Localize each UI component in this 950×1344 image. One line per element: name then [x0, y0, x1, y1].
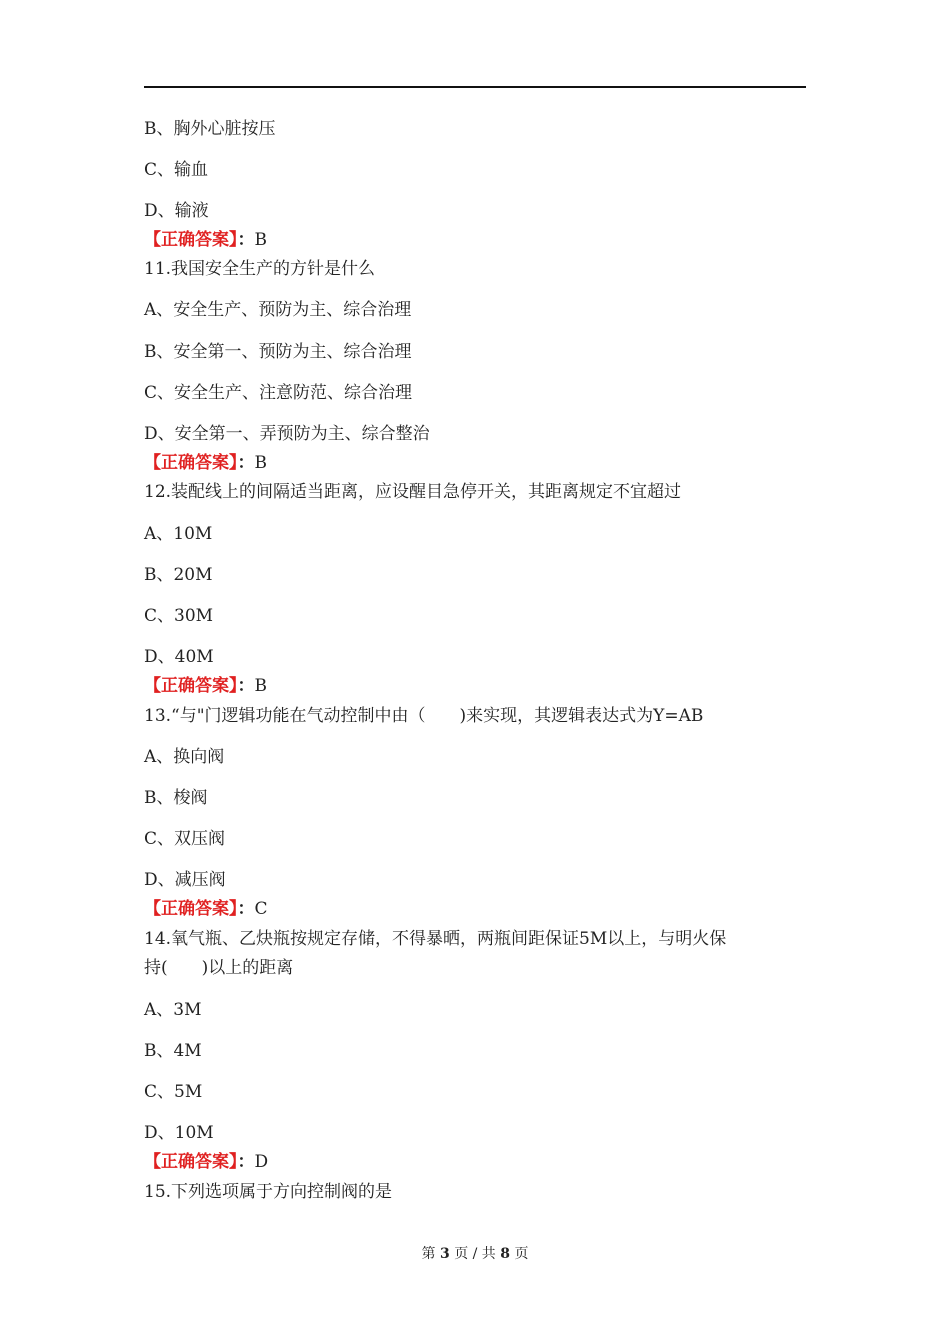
question-line: 12.装配线上的间隔适当距离，应设醒目急停开关，其距离规定不宜超过 [144, 482, 682, 502]
option-line: A、3M [144, 1000, 202, 1020]
answer-value: D [254, 1152, 269, 1172]
answer-line [144, 452, 267, 474]
question-line: 15.下列选项属于方向控制阀的是 [144, 1182, 393, 1202]
answer-label: 【正确答案】 [144, 899, 238, 919]
header-rule [144, 86, 806, 88]
option-line: B、20M [144, 565, 213, 585]
option-line: C、30M [144, 606, 214, 626]
option-line: B、安全第一、预防为主、综合治理 [144, 342, 412, 362]
answer-value: B [254, 676, 267, 696]
question-line: 13.“与"门逻辑功能在气动控制中由（ )来实现，其逻辑表达式为Y=AB [144, 706, 704, 726]
option-line: D、40M [144, 647, 214, 667]
option-line: C、输血 [144, 160, 209, 180]
answer-line [144, 898, 268, 920]
option-line: D、10M [144, 1123, 214, 1143]
option-line: A、换向阀 [144, 747, 225, 767]
option-line: B、胸外心脏按压 [144, 119, 276, 139]
question-line: 持( )以上的距离 [144, 958, 294, 978]
current-page-number: 3 [439, 1246, 450, 1262]
option-line: A、10M [144, 524, 213, 544]
option-line: D、安全第一、弄预防为主、综合整治 [144, 424, 430, 444]
option-line: C、5M [144, 1082, 203, 1102]
answer-colon: ： [237, 1152, 255, 1172]
answer-value: C [254, 899, 268, 919]
option-line: D、输液 [144, 201, 209, 221]
answer-label: 【正确答案】 [144, 1152, 238, 1172]
answer-colon: ： [237, 899, 255, 919]
answer-value: B [254, 453, 267, 473]
page-footer [0, 1244, 950, 1264]
option-line: D、减压阀 [144, 870, 226, 890]
answer-colon: ： [237, 676, 255, 696]
footer-prefix: 第 [421, 1246, 436, 1262]
footer-suffix: 页 [514, 1246, 529, 1262]
option-line: C、双压阀 [144, 829, 226, 849]
answer-line [144, 1151, 268, 1173]
question-line: 14.氧气瓶、乙炔瓶按规定存储，不得暴晒，两瓶间距保证5M以上，与明火保 [144, 929, 727, 949]
answer-line [144, 675, 267, 697]
footer-mid: 页 / 共 [454, 1246, 496, 1262]
answer-line [144, 229, 267, 251]
answer-label: 【正确答案】 [144, 453, 238, 473]
option-line: B、4M [144, 1041, 202, 1061]
question-line: 11.我国安全生产的方针是什么 [144, 259, 376, 279]
total-page-number: 8 [500, 1246, 511, 1262]
answer-value: B [254, 230, 267, 250]
option-line: B、梭阀 [144, 788, 208, 808]
answer-label: 【正确答案】 [144, 230, 238, 250]
answer-label: 【正确答案】 [144, 676, 238, 696]
option-line: A、安全生产、预防为主、综合治理 [144, 300, 412, 320]
option-line: C、安全生产、注意防范、综合治理 [144, 383, 413, 403]
answer-colon: ： [237, 453, 255, 473]
answer-colon: ： [237, 230, 255, 250]
